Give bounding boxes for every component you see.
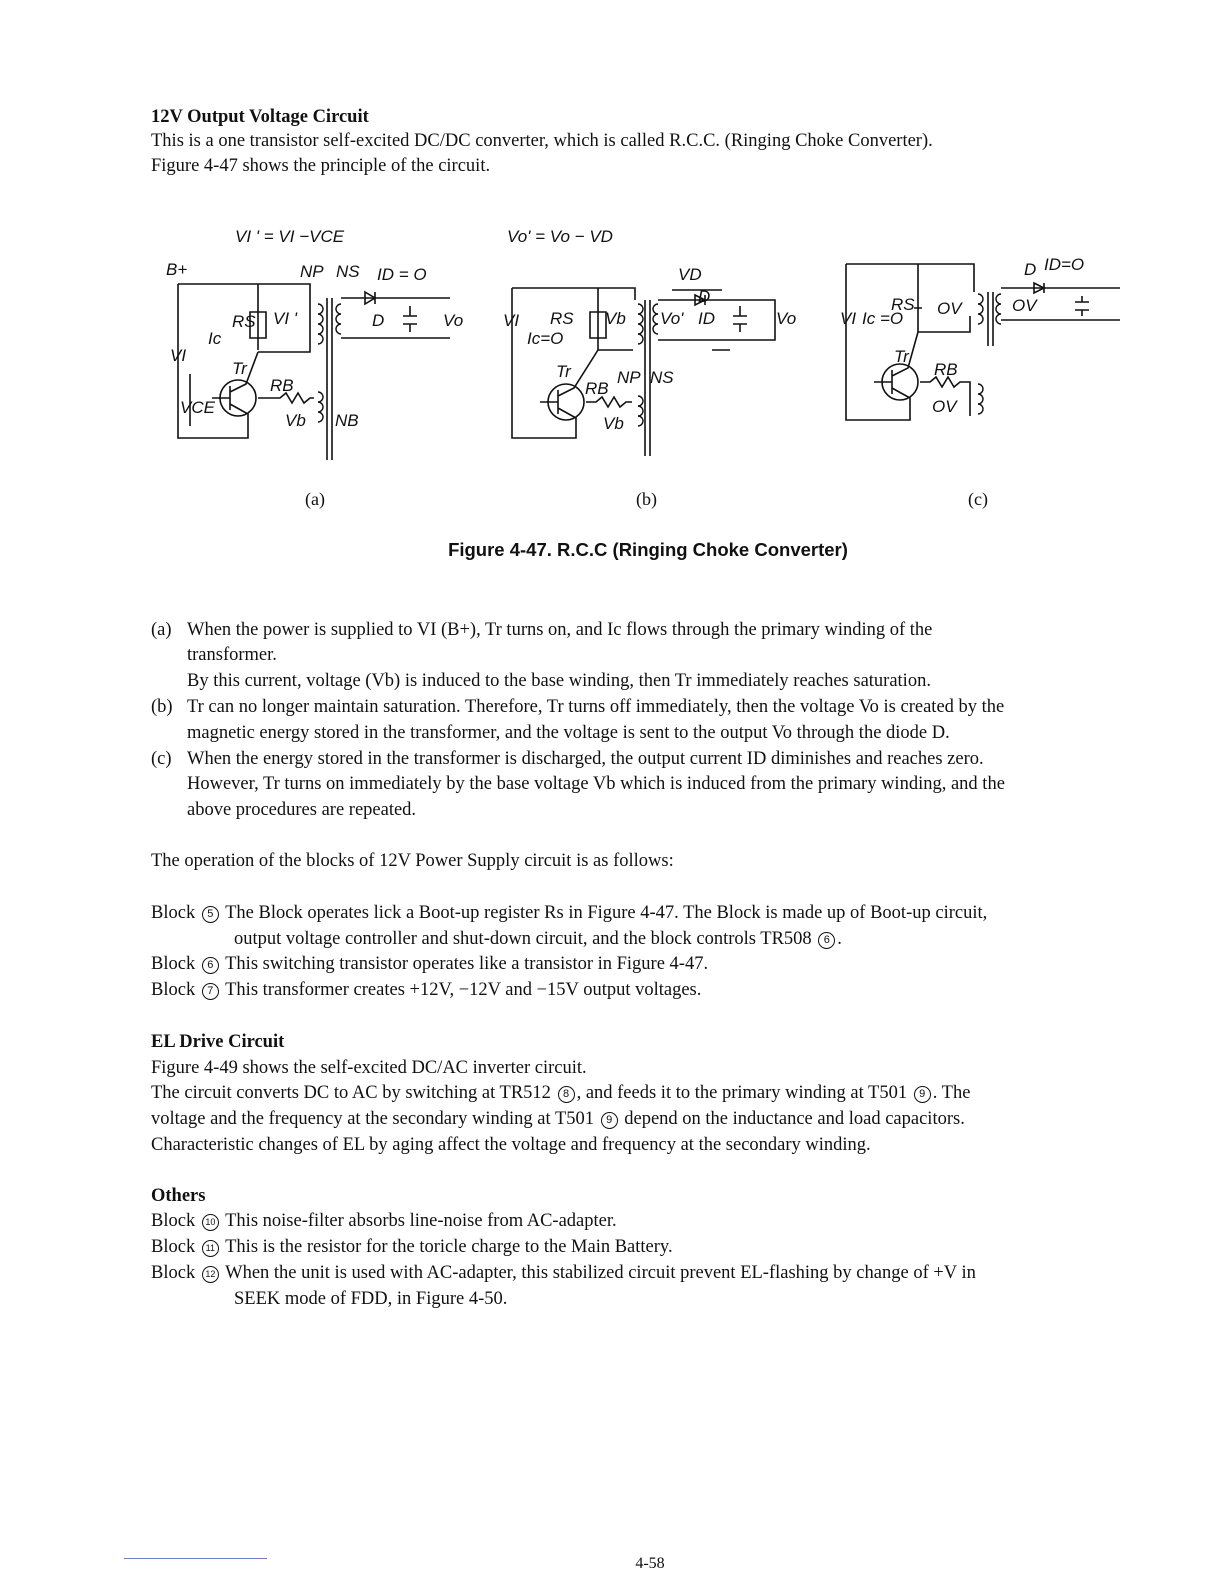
step-a-line: When the power is supplied to VI (B+), Tr turns on, and Ic flows through the primary winding of the [187,620,933,640]
label-ic: Ic [208,329,222,348]
block-number-badge: 6 [202,957,219,974]
block-label: Block [151,954,196,974]
el-text: . The [932,1083,971,1103]
label-tr: Tr [894,347,909,366]
block-text: This switching transistor operates like a transistor in Figure 4-47. [225,954,709,974]
step-c-line: When the energy stored in the transformer is discharged, the output current ID diminishes and reaches zero. [187,749,984,769]
label-vd: VD [678,265,702,284]
step-tag-a: (a) [151,620,172,640]
label-vi: VI [503,311,520,330]
label-rs: RS [550,309,574,328]
el-text: The circuit converts DC to AC by switching at TR512 [151,1083,551,1103]
label-np: NP [617,368,641,387]
block-7-line [151,977,701,1003]
block-text-end: . [837,929,842,949]
label-ns: NS [650,368,674,387]
label-vb: Vb [285,411,306,430]
label-bplus: B+ [166,260,188,279]
el-line [151,1106,965,1132]
block-number-badge: 12 [202,1266,219,1283]
schematic-panel-b [500,220,800,460]
block-label: Block [151,980,196,1000]
label-vce: VCE [180,398,215,417]
equation-b: Vo' = Vo − VD [507,227,613,246]
label-ov-2: OV [1012,296,1037,315]
others-block-11 [151,1234,673,1260]
step-c-line: above procedures are repeated. [187,800,417,820]
block-number-badge: 8 [558,1086,575,1103]
label-rs: RS [891,295,915,314]
block-label: Block [151,1237,196,1257]
el-line: Characteristic changes of EL by aging affect the voltage and frequency at the secondary winding. [151,1135,871,1155]
footer-rule [124,1558,267,1559]
block-number-badge: 7 [202,983,219,1000]
block-label: Block [151,903,196,923]
schematic-panel-c [838,220,1138,460]
figure-sublabel-c: (c) [968,489,988,509]
figure-caption: Figure 4-47. R.C.C (Ringing Choke Converter) [448,539,848,560]
block-text: When the unit is used with AC-adapter, this stabilized circuit prevent EL-flashing by change of +V in [225,1263,976,1283]
block-text: This transformer creates +12V, −12V and −15V output voltages. [225,980,702,1000]
block-number-badge: 5 [202,906,219,923]
block-6-line [151,951,708,977]
label-ic: Ic =O [862,309,904,328]
label-vo: Vo [443,311,464,330]
label-vo: Vo [776,309,797,328]
label-vi-prime: VI ' [273,309,298,328]
label-ov-3: OV [932,397,957,416]
step-tag-c: (c) [151,749,172,769]
block-number-badge: 9 [914,1086,931,1103]
label-tr: Tr [232,359,247,378]
step-tag-b: (b) [151,697,173,717]
label-ov-1: OV [937,299,962,318]
section-title-others: Others [151,1186,206,1206]
label-id: ID [698,309,715,328]
others-block-12 [151,1260,976,1286]
block-text: output voltage controller and shut-down circuit, and the block controls TR508 [234,929,812,949]
block-label: Block [151,1211,196,1231]
el-line [151,1080,970,1106]
label-d: D [372,311,385,330]
step-a-line: transformer. [187,645,277,665]
label-rs: RS [232,312,256,331]
label-d: D [698,287,711,306]
page-number: 4-58 [635,1555,665,1572]
label-vi: VI [840,309,857,328]
section-title-el-drive: EL Drive Circuit [151,1032,285,1052]
el-text: , and feeds it to the primary winding at T501 [576,1083,908,1103]
others-block-10 [151,1208,617,1234]
label-ns: NS [336,262,360,281]
block-text: This noise-filter absorbs line-noise from AC-adapter. [225,1211,617,1231]
block-5-continuation [234,926,842,952]
step-c-line: However, Tr turns on immediately by the base voltage Vb which is induced from the primary winding, and the [187,774,1005,794]
label-id: ID=O [1044,255,1085,274]
section-title-12v-output: 12V Output Voltage Circuit [151,107,369,127]
el-text: depend on the inductance and load capacitors. [624,1109,965,1129]
block-5-line [151,900,987,926]
label-tr: Tr [556,362,571,381]
label-nb: NB [335,411,359,430]
el-line: Figure 4-49 shows the self-excited DC/AC inverter circuit. [151,1058,587,1078]
label-vb-top: Vb [605,309,626,328]
paragraph-line: Figure 4-47 shows the principle of the circuit. [151,156,491,176]
step-b-line: Tr can no longer maintain saturation. Therefore, Tr turns off immediately, then the voltage Vo is created by the [187,697,1005,717]
label-rb: RB [934,360,958,379]
paragraph-line: This is a one transistor self-excited DC/DC converter, which is called R.C.C. (Ringing Choke Converter). [151,131,933,151]
block-text: The Block operates lick a Boot-up register Rs in Figure 4-47. The Block is made up of Boot-up circuit, [225,903,988,923]
el-text: voltage and the frequency at the secondary winding at T501 [151,1109,594,1129]
block-label: Block [151,1263,196,1283]
label-d: D [1024,260,1037,279]
block-text: This is the resistor for the toricle charge to the Main Battery. [225,1237,673,1257]
label-vb: Vb [603,414,624,433]
step-a-line: By this current, voltage (Vb) is induced to the base winding, then Tr immediately reaches saturation. [187,671,931,691]
label-rb: RB [585,379,609,398]
block-number-badge: 10 [202,1214,219,1231]
others-block-12-continuation: SEEK mode of FDD, in Figure 4-50. [234,1289,508,1309]
operation-intro: The operation of the blocks of 12V Power Supply circuit is as follows: [151,851,674,871]
label-vi: VI [170,346,187,365]
step-b-line: magnetic energy stored in the transformer, and the voltage is sent to the output Vo through the diode D. [187,723,950,743]
figure-sublabel-b: (b) [636,489,657,509]
block-number-badge: 11 [202,1240,219,1257]
label-ic: Ic=O [527,329,564,348]
block-number-badge: 9 [601,1112,618,1129]
block-number-badge: 6 [818,932,835,949]
figure-sublabel-a: (a) [305,489,325,509]
schematic-panel-a [160,220,464,460]
equation-a: VI ' = VI −VCE [235,227,345,246]
label-np: NP [300,262,324,281]
label-id: ID = O [377,265,427,284]
label-rb: RB [270,376,294,395]
label-vo-prime: Vo' [660,309,684,328]
